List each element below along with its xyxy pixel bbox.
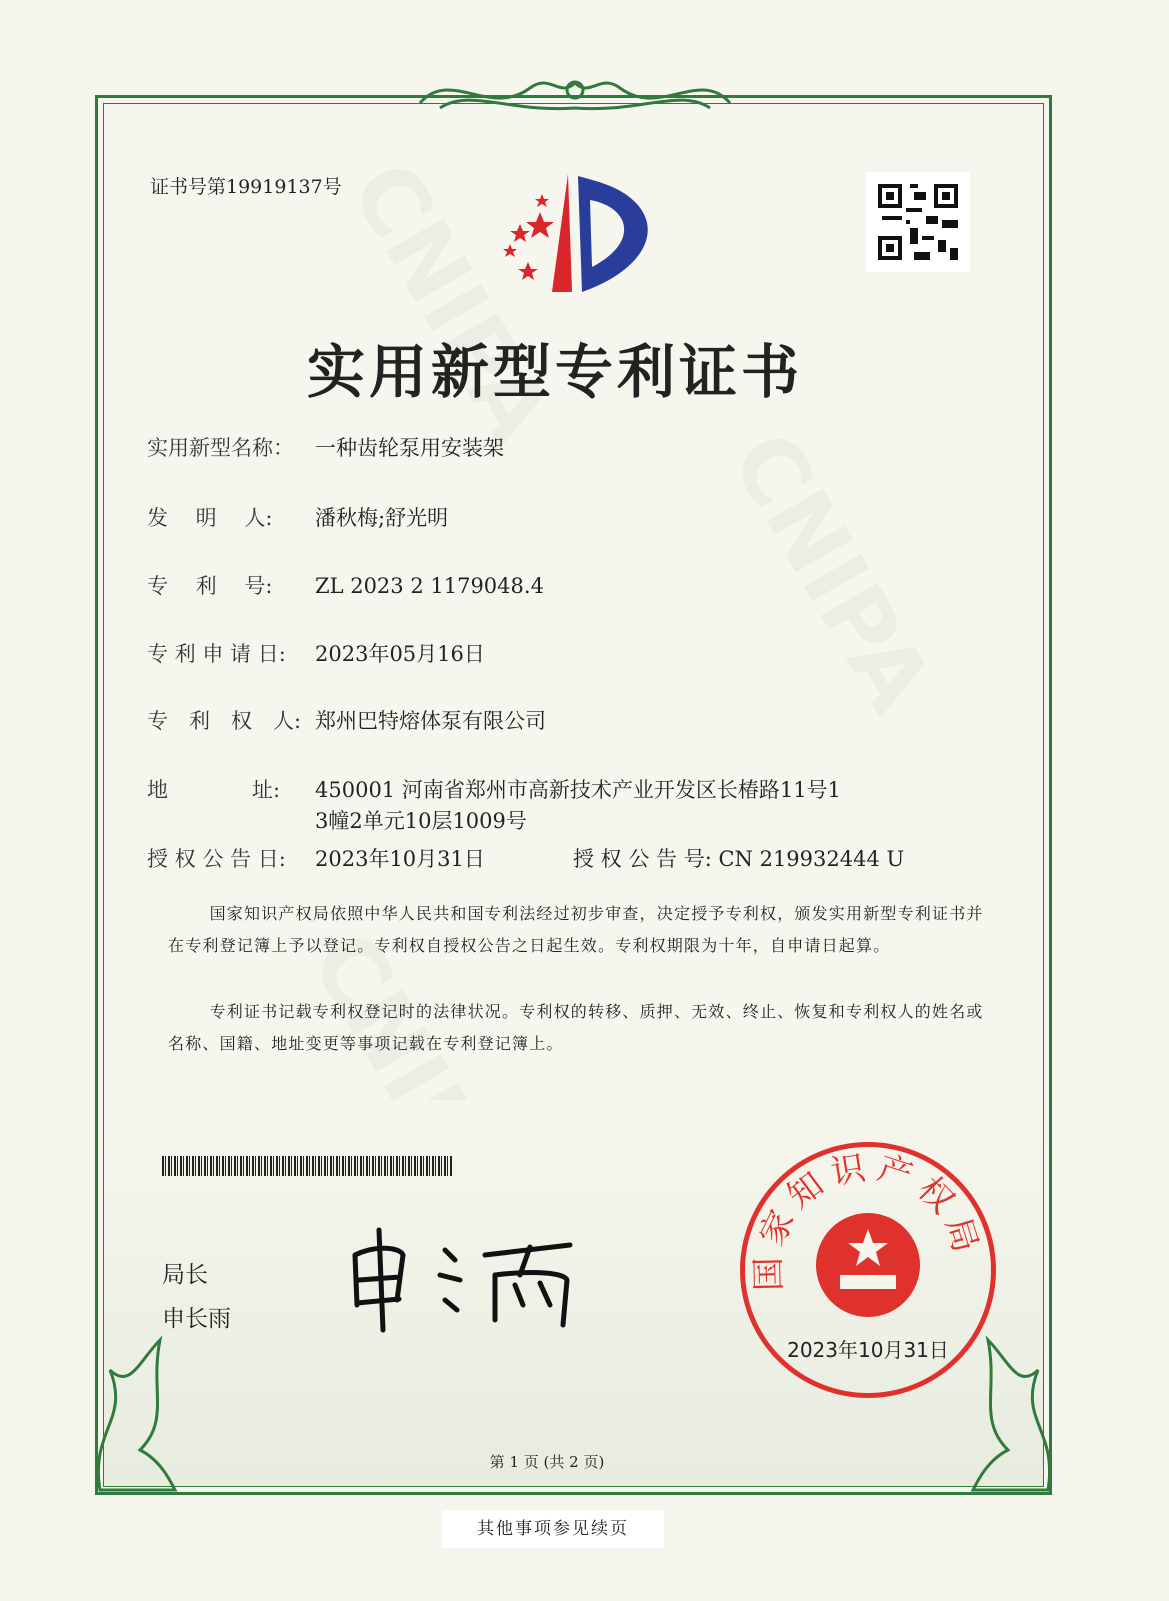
field-value: 2023年10月31日 <box>315 847 485 871</box>
qr-code <box>866 172 970 272</box>
paragraph: 专利证书记载专利权登记时的法律状况。专利权的转移、质押、无效、终止、恢复和专利权人的姓名或名称、国籍、地址变更等事项记载在专利登记簿上。 <box>168 1002 984 1053</box>
official-seal <box>740 1142 996 1398</box>
field-value: 2023年05月16日 <box>315 642 485 666</box>
field-value: 一种齿轮泵用安装架 <box>315 436 504 460</box>
field-utility-model-name <box>147 432 504 462</box>
signatory-title: 局长 <box>162 1262 208 1288</box>
cnipa-logo <box>490 172 660 302</box>
field-value: 450001 河南省郑州市高新技术产业开发区长椿路11号1 <box>315 778 841 802</box>
top-ornament <box>410 68 740 123</box>
field-patent-number <box>147 570 544 600</box>
field-label: 专 利 号: <box>147 574 273 598</box>
continue-page-button[interactable]: 其他事项参见续页 <box>442 1510 664 1548</box>
field-inventors <box>147 502 448 532</box>
field-label: 实用新型名称： <box>147 436 294 460</box>
paragraph: 国家知识产权局依照中华人民共和国专利法经过初步审查，决定授予专利权，颁发实用新型专利证书并在专利登记簿上予以登记。专利权自授权公告之日起生效。专利权期限为十年，自申请日起算。 <box>168 904 984 955</box>
field-application-date <box>147 638 485 668</box>
field-label: 专 利 申 请 日: <box>147 642 286 666</box>
field-grant-date <box>147 843 485 873</box>
field-label: 专 利 权 人: <box>147 709 302 733</box>
field-address-line2: 3幢2单元10层1009号 <box>315 809 527 833</box>
field-label: 授 权 公 告 号: <box>573 847 712 871</box>
field-value: 郑州巴特熔体泵有限公司 <box>315 709 546 733</box>
signatory-name: 申长雨 <box>162 1306 231 1332</box>
barcode <box>162 1156 452 1176</box>
page-indicator: 第 1 页 (共 2 页) <box>489 1453 605 1471</box>
field-value: 潘秋梅;舒光明 <box>315 506 449 530</box>
seal-date: 2023年10月31日 <box>787 1338 949 1362</box>
seal-text: 国家知识产权局 <box>748 1147 988 1292</box>
certificate-number: 证书号第19919137号 <box>150 176 342 198</box>
field-value: ZL 2023 2 1179048.4 <box>315 574 544 598</box>
field-label: 授 权 公 告 日: <box>147 847 286 871</box>
field-address <box>147 774 841 804</box>
handwritten-signature <box>345 1225 590 1335</box>
certificate-title: 实用新型专利证书 <box>306 338 803 406</box>
field-patentee <box>147 705 546 735</box>
field-value: CN 219932444 U <box>718 847 905 871</box>
field-label: 发 明 人: <box>147 506 273 530</box>
field-label: 地 址: <box>147 778 281 802</box>
field-grant-number <box>573 843 904 873</box>
